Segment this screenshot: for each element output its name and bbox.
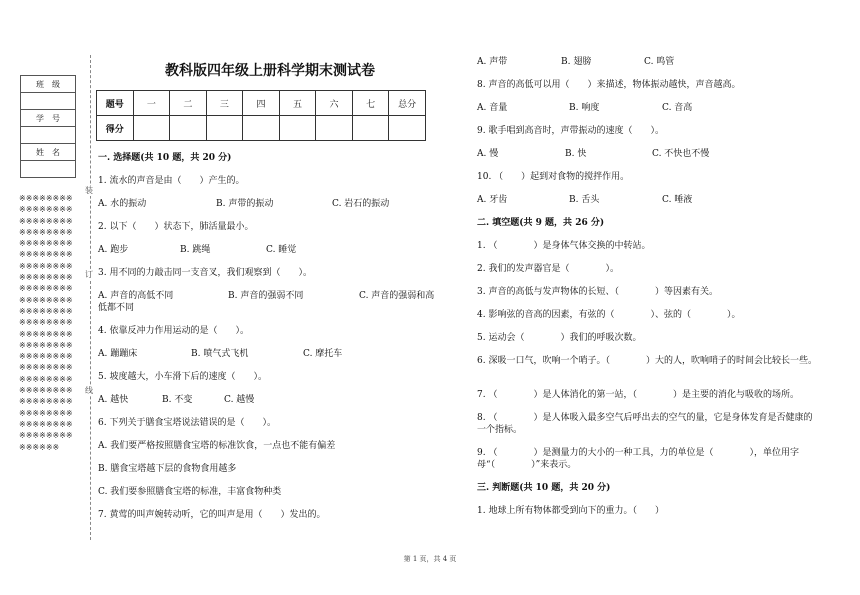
option: C. 岩石的振动: [332, 199, 390, 209]
score-cell[interactable]: [389, 116, 426, 141]
question-6-option-a: A. 我们要严格按照膳食宝塔的标准饮食，一点也不能有偏差: [98, 441, 336, 451]
option: B. 不变: [162, 395, 193, 405]
section-2-title: 二. 填空题(共 9 题，共 26 分): [477, 218, 605, 228]
option: C. 不快也不慢: [652, 149, 710, 159]
score-cell[interactable]: [352, 116, 389, 141]
fill-question-5: 5. 运动会（ ）我们的呼吸次数。: [477, 333, 642, 343]
option: A. 跑步: [98, 245, 129, 255]
cut-word-3: 线: [85, 386, 93, 395]
option: C. 音高: [662, 103, 693, 113]
judge-question-1: 1. 地球上所有物体都受到向下的重力。（ ）: [477, 506, 664, 516]
score-header-cell: 六: [316, 91, 353, 116]
option: C. 睡觉: [266, 245, 297, 255]
binding-pattern: ※※※※※※※※※※※※※※※※※※※※※※※※※※※※※※※※※※※※※※※※※※※※※※※※※※※※※※※※※※※※※※※※※※※※※※※※※※※※※※※※※※※※※※※※※※※※※※※※※※※※※※※※※※※※※※※※※※※※※※※※※※※※※※※※※※※※※※※※※※※※※※※※※※※※※※※※※※※※※※※※※※※※※※※※※※※※※※※※※※※※※※: [19, 194, 73, 452]
question-6-option-c: C. 我们要参照膳食宝塔的标准，丰富食物种类: [98, 487, 282, 497]
binding-cut-line: [90, 55, 91, 540]
option: A. 越快: [98, 395, 129, 405]
score-cell[interactable]: [279, 116, 316, 141]
class-label: 班 级: [21, 76, 76, 93]
option: A. 水的振动: [98, 199, 147, 209]
fill-question-2: 2. 我们的发声器官是（ ）。: [477, 264, 619, 274]
option: B. 声音的强弱不同: [228, 291, 304, 301]
name-field[interactable]: [21, 161, 76, 178]
score-cell[interactable]: [206, 116, 243, 141]
score-cell[interactable]: [243, 116, 280, 141]
section-3-title: 三. 判断题(共 10 题，共 20 分): [477, 483, 611, 493]
student-info-table: [20, 75, 76, 178]
option: B. 跳绳: [180, 245, 211, 255]
score-header-cell: 题号: [97, 91, 134, 116]
fill-question-8: 8. （ ）是人体吸入最多空气后呼出去的空气的量，它是身体发育是否健康的一个指标。: [477, 413, 813, 435]
class-field[interactable]: [21, 93, 76, 110]
score-header-cell: 四: [243, 91, 280, 116]
option: A. 慢: [477, 149, 499, 159]
cut-word-2: 订: [85, 270, 93, 279]
question-3-option-continued: 低都不同: [98, 303, 135, 313]
question-8: 8. 声音的高低可以用（ ）来描述，物体振动越快，声音越高。: [477, 80, 741, 90]
question-1: 1. 流水的声音是由（ ）产生的。: [98, 176, 245, 186]
option: A. 声音的高低不同: [98, 291, 174, 301]
score-header-cell: 七: [352, 91, 389, 116]
score-cell[interactable]: [133, 116, 170, 141]
score-header-cell: 二: [170, 91, 207, 116]
question-3: 3. 用不同的力敲击同一支音叉，我们观察到（ ）。: [98, 268, 312, 278]
question-6: 6. 下列关于膳食宝塔说法错误的是（ ）。: [98, 418, 276, 428]
option: B. 声带的振动: [216, 199, 274, 209]
option: A. 声带: [477, 57, 508, 67]
option: C. 鸣管: [644, 57, 675, 67]
page-number: 第 1 页，共 4 页: [403, 555, 457, 563]
cut-word-1: 装: [85, 186, 93, 195]
fill-question-3: 3. 声音的高低与发声物体的长短、（ ）等因素有关。: [477, 287, 718, 297]
fill-question-6: 6. 深吸一口气，吹响一个哨子。（ ）大的人，吹响哨子的时间会比较长一些。: [477, 356, 817, 366]
question-4: 4. 依靠反冲力作用运动的是（ ）。: [98, 326, 249, 336]
id-field[interactable]: [21, 127, 76, 144]
option: B. 喷气式飞机: [191, 349, 249, 359]
question-2: 2. 以下（ ）状态下，肺活量最小。: [98, 222, 254, 232]
score-row-label: 得分: [97, 116, 134, 141]
section-1-title: 一. 选择题(共 10 题，共 20 分): [98, 153, 232, 163]
score-header-cell: 三: [206, 91, 243, 116]
question-7: 7. 黄莺的叫声婉转动听，它的叫声是用（ ）发出的。: [98, 510, 326, 520]
option: C. 唾液: [662, 195, 693, 205]
option: A. 蹦蹦床: [98, 349, 138, 359]
score-header-cell: 五: [279, 91, 316, 116]
score-header-cell: 一: [133, 91, 170, 116]
id-label: 学 号: [21, 110, 76, 127]
question-10: 10. （ ）起到对食物的搅拌作用。: [477, 172, 630, 182]
name-label: 姓 名: [21, 144, 76, 161]
question-6-option-b: B. 膳食宝塔越下层的食物食用越多: [98, 464, 237, 474]
option: C. 越慢: [224, 395, 255, 405]
page-title: 教科版四年级上册科学期末测试卷: [165, 63, 375, 79]
question-9: 9. 歌手唱到高音时，声带振动的速度（ ）。: [477, 126, 664, 136]
option: B. 舌头: [569, 195, 600, 205]
score-cell[interactable]: [316, 116, 353, 141]
fill-question-1: 1. （ ）是身体气体交换的中转站。: [477, 241, 651, 251]
fill-question-7: 7. （ ）是人体消化的第一站，（ ）是主要的消化与吸收的场所。: [477, 390, 799, 400]
option: B. 快: [565, 149, 587, 159]
score-cell[interactable]: [170, 116, 207, 141]
fill-question-9: 9. （ ）是测量力的大小的一种工具，力的单位是（ ），单位用字母“（ ）”来表示。: [477, 448, 799, 470]
option: B. 翅膀: [561, 57, 592, 67]
score-header-cell: 总分: [389, 91, 426, 116]
option: C. 声音的强弱和高: [359, 291, 435, 301]
option: A. 牙齿: [477, 195, 508, 205]
option: B. 响度: [569, 103, 600, 113]
question-5: 5. 坡度越大，小车滑下后的速度（ ）。: [98, 372, 267, 382]
option: C. 摩托车: [303, 349, 343, 359]
fill-question-4: 4. 影响弦的音高的因素，有弦的（ ）、弦的（ ）。: [477, 310, 741, 320]
option: A. 音量: [477, 103, 508, 113]
score-table: [96, 90, 426, 141]
